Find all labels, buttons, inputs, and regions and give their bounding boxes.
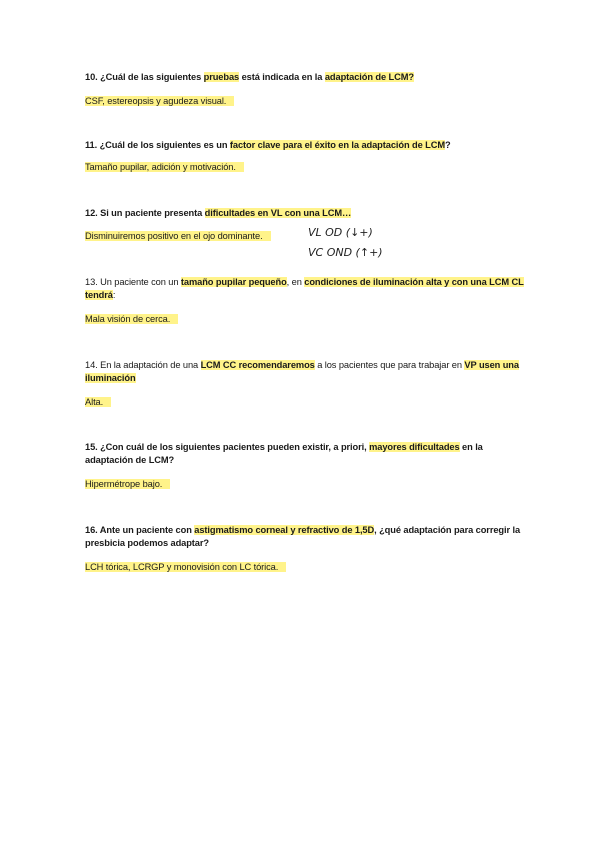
handwriting-line-2: VC OND (↑+) (308, 246, 383, 259)
question-text: 10. ¿Cuál de las siguientes pruebas está indicada en la adaptación de LCM? (85, 72, 414, 82)
question-text: 11. ¿Cuál de los siguientes es un factor clave para el éxito en la adaptación de LCM? (85, 140, 451, 150)
question-text: 15. ¿Con cuál de los siguientes pacientes pueden existir, a priori, mayores dificultades en la adaptación de LCM? (85, 442, 483, 465)
answer-text: Mala visión de cerca. (85, 313, 178, 326)
question-text: 16. Ante un paciente con astigmatismo corneal y refractivo de 1,5D, ¿qué adaptación para corregir la presbicia podemos adaptar? (85, 525, 521, 548)
question-block-15 (85, 441, 525, 489)
question-text: 13. Un paciente con un tamaño pupilar pequeño, en condiciones de iluminación alta y con una LCM CL tendrá: (85, 277, 524, 300)
answer-text: Tamaño pupilar, adición y motivación. (85, 161, 244, 174)
answer-text: Disminuiremos positivo en el ojo dominante. (85, 230, 271, 243)
handwriting-line-1: VL OD (↓+) (308, 226, 373, 239)
answer-text: CSF, estereopsis y agudeza visual. (85, 95, 234, 108)
handwritten-annotation (306, 222, 426, 264)
question-text: 12. Si un paciente presenta dificultades en VL con una LCM… (85, 208, 352, 218)
question-block-10 (85, 71, 525, 106)
answer-text: Alta. (85, 396, 111, 409)
question-block-14 (85, 359, 525, 407)
question-block-11 (85, 139, 525, 172)
answer-text: Hipermétrope bajo. (85, 478, 170, 491)
question-block-13 (85, 276, 525, 324)
question-block-16 (85, 524, 525, 572)
answer-text: LCH tórica, LCRGP y monovisión con LC tórica. (85, 561, 286, 574)
question-text: 14. En la adaptación de una LCM CC recomendaremos a los pacientes que para trabajar en VP usen una iluminación (85, 360, 519, 383)
